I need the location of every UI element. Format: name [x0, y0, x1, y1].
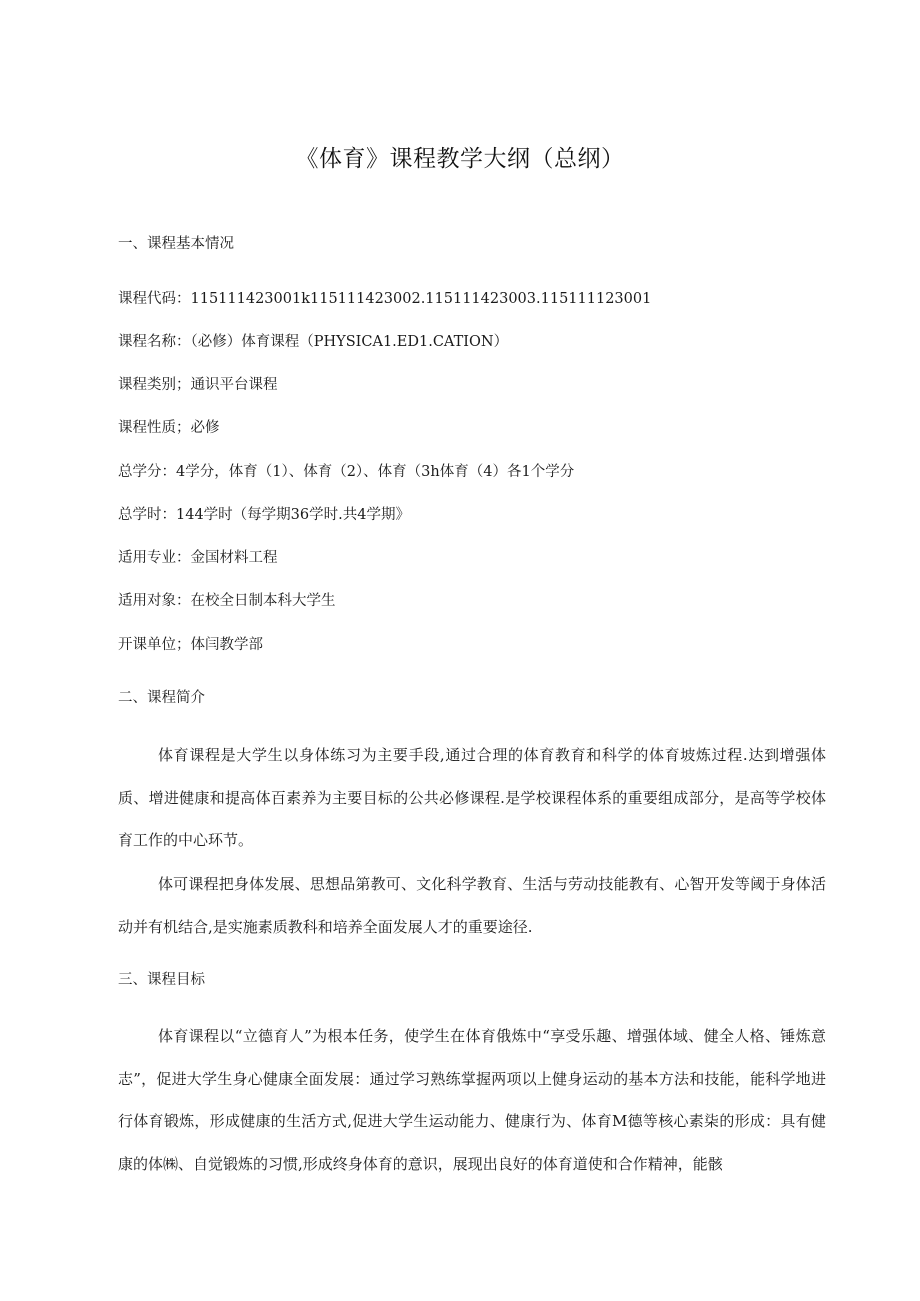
applicable-major: 适用专业：金国材料工程 [118, 550, 278, 566]
total-hours: 总学时：144学时（每学期36学时.共4学期》 [118, 507, 410, 523]
offering-department: 开课单位；体闫教学部 [118, 637, 263, 653]
target-students: 适用对象：在校全日制本科大学生 [118, 593, 336, 609]
intro-paragraph-2: 体可课程把身体发展、思想品第教可、文化科学教育、生活与劳动技能教有、心智开发等阈于身体活动并有机结合,是实施素质教科和培养全面发展人才的重要途径. [118, 875, 826, 936]
section-heading-objectives: 三、课程目标 [118, 972, 205, 988]
course-name: 课程名称：（必修）体育课程（PHYSICA1.ED1.CATION） [118, 334, 509, 350]
objectives-paragraph-1: 体育课程以“立德育人”为根本任务，使学生在体育俄炼中“享受乐趣、增强体域、健全人格、锤炼意志”，促进大学生身心健康全面发展：通过学习熟练掌握两项以上健身运动的基本方法和技能，能科学地进行体育锻炼，形成健康的生活方式,促进大学生运动能力、健康行为、体育M德等核心素柒的形成：具有健康的体㈱、自觉锻炼的习惯,形成终身体育的意识，展现出良好的体育道使和合作精神，能骸 [118, 1027, 826, 1174]
section-heading-basic-info: 一、课程基本情况 [118, 236, 234, 252]
document-title: 《体育》课程教学大纲（总纲） [295, 146, 625, 172]
course-nature: 课程性质；必修 [118, 420, 220, 436]
course-category: 课程类别；通识平台课程 [118, 377, 278, 393]
intro-paragraph-1: 体育课程是大学生以身体练习为主要手段,通过合理的体育教育和科学的体育坡炼过程.达到增强体质、增进健康和提高体百素养为主要目标的公共必修课程.是学校课程体系的重要组成部分，是高等学校体育工作的中心环节。 [118, 746, 826, 850]
section-heading-intro: 二、课程简介 [118, 690, 205, 706]
course-code: 课程代码：115111423001k115111423002.115111423003.115111123001 [118, 291, 652, 307]
total-credits: 总学分：4学分，体育（1）、体育（2）、体育（3h体育（4）各1个学分 [118, 464, 575, 480]
